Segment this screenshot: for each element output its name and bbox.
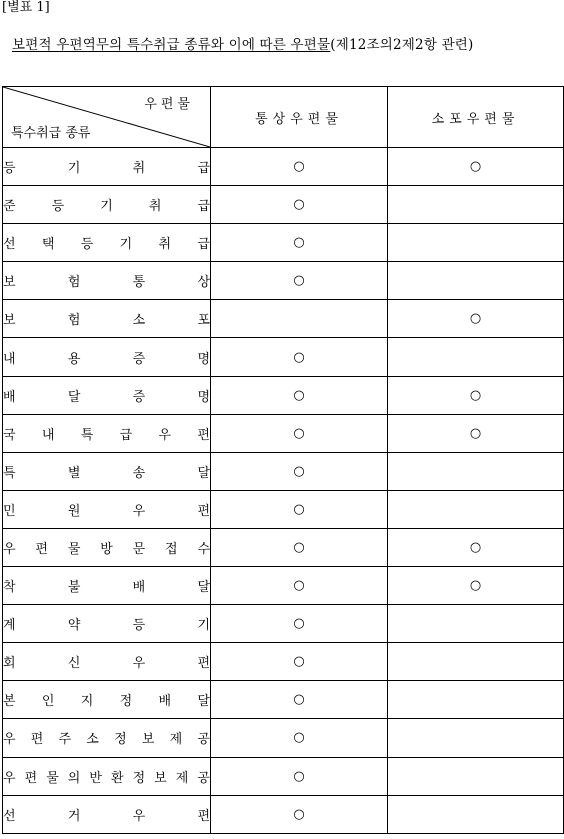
handling-type-cell	[3, 338, 211, 376]
table-row	[3, 224, 564, 262]
parcel-mail-mark: ○	[388, 567, 564, 605]
handling-type-cell	[3, 757, 211, 795]
parcel-mail-mark	[388, 186, 564, 224]
column-header-regular-mail: 통상우편물	[211, 87, 388, 148]
handling-type-cell	[3, 300, 211, 338]
table-row	[3, 795, 564, 833]
parcel-mail-mark: ○	[388, 414, 564, 452]
handling-type-label: 착 불 배 달	[3, 580, 210, 596]
corner-label-mail-item: 우편물	[144, 97, 194, 112]
parcel-mail-mark: ○	[388, 376, 564, 414]
table-row	[3, 567, 564, 605]
table-row	[3, 528, 564, 566]
parcel-mail-mark	[388, 490, 564, 528]
table-row	[3, 681, 564, 719]
table-row	[3, 186, 564, 224]
header-corner-cell	[3, 87, 211, 148]
handling-type-label: 배 달 증 명	[3, 389, 210, 405]
table-row	[3, 414, 564, 452]
handling-type-label: 선 택 등 기 취 급	[3, 237, 210, 253]
handling-type-label: 보 험 소 포	[3, 313, 210, 329]
handling-type-label: 우 편 물 의 반 환 정 보 제 공	[3, 770, 210, 786]
regular-mail-mark: ○	[211, 643, 388, 681]
parcel-mail-mark	[388, 795, 564, 833]
table-header-row	[3, 87, 564, 148]
handling-type-label: 선 거 우 편	[3, 808, 210, 824]
regular-mail-mark: ○	[211, 414, 388, 452]
document-title-reference: (제12조의2제2항 관련)	[330, 37, 474, 53]
parcel-mail-mark	[388, 224, 564, 262]
regular-mail-mark: ○	[211, 452, 388, 490]
table-row	[3, 605, 564, 643]
parcel-mail-mark	[388, 757, 564, 795]
handling-type-cell	[3, 414, 211, 452]
regular-mail-mark: ○	[211, 148, 388, 186]
regular-mail-mark: ○	[211, 605, 388, 643]
annex-label: [별표 1]	[2, 0, 50, 15]
handling-type-label: 등 기 취 급	[3, 161, 210, 177]
table-row	[3, 300, 564, 338]
handling-type-label: 국 내 특 급 우 편	[3, 427, 210, 443]
handling-type-cell	[3, 452, 211, 490]
parcel-mail-mark	[388, 681, 564, 719]
parcel-mail-mark: ○	[388, 528, 564, 566]
regular-mail-mark: ○	[211, 262, 388, 300]
handling-type-cell	[3, 567, 211, 605]
special-handling-table	[2, 86, 564, 834]
handling-type-cell	[3, 186, 211, 224]
handling-type-cell	[3, 719, 211, 757]
table-row	[3, 643, 564, 681]
regular-mail-mark: ○	[211, 681, 388, 719]
parcel-mail-mark	[388, 719, 564, 757]
handling-type-label: 준 등 기 취 급	[3, 199, 210, 215]
handling-type-cell	[3, 643, 211, 681]
regular-mail-mark: ○	[211, 567, 388, 605]
parcel-mail-mark	[388, 338, 564, 376]
parcel-mail-mark	[388, 262, 564, 300]
handling-type-cell	[3, 490, 211, 528]
handling-type-cell	[3, 224, 211, 262]
handling-type-cell	[3, 681, 211, 719]
handling-type-label: 내 용 증 명	[3, 351, 210, 367]
regular-mail-mark: ○	[211, 719, 388, 757]
parcel-mail-mark: ○	[388, 300, 564, 338]
handling-type-cell	[3, 528, 211, 566]
handling-type-label: 우 편 주 소 정 보 제 공	[3, 732, 210, 748]
parcel-mail-mark: ○	[388, 148, 564, 186]
table-row	[3, 490, 564, 528]
parcel-mail-mark	[388, 452, 564, 490]
regular-mail-mark: ○	[211, 795, 388, 833]
handling-type-cell	[3, 605, 211, 643]
handling-type-label: 민 원 우 편	[3, 503, 210, 519]
parcel-mail-mark	[388, 605, 564, 643]
regular-mail-mark: ○	[211, 186, 388, 224]
regular-mail-mark: ○	[211, 376, 388, 414]
handling-type-label: 특 별 송 달	[3, 465, 210, 481]
table-row	[3, 757, 564, 795]
table-row	[3, 719, 564, 757]
corner-label-handling-type: 특수취급 종류	[11, 126, 91, 141]
document-title-main: 보편적 우편역무의 특수취급 종류와 이에 따른 우편물	[12, 37, 331, 53]
regular-mail-mark: ○	[211, 528, 388, 566]
handling-type-cell	[3, 376, 211, 414]
column-header-parcel-mail: 소포우편물	[388, 87, 564, 148]
table-row	[3, 148, 564, 186]
handling-type-label: 우 편 물 방 문 접 수	[3, 541, 210, 557]
handling-type-label: 본 인 지 정 배 달	[3, 694, 210, 710]
handling-type-cell	[3, 148, 211, 186]
regular-mail-mark: ○	[211, 757, 388, 795]
regular-mail-mark	[211, 300, 388, 338]
document-title	[12, 36, 474, 54]
regular-mail-mark: ○	[211, 490, 388, 528]
table-row	[3, 338, 564, 376]
table-row	[3, 376, 564, 414]
table-row	[3, 262, 564, 300]
handling-type-label: 보 험 통 상	[3, 275, 210, 291]
handling-type-label: 회 신 우 편	[3, 656, 210, 672]
handling-type-cell	[3, 262, 211, 300]
table-row	[3, 452, 564, 490]
handling-type-cell	[3, 795, 211, 833]
handling-type-label: 계 약 등 기	[3, 618, 210, 634]
regular-mail-mark: ○	[211, 224, 388, 262]
parcel-mail-mark	[388, 643, 564, 681]
regular-mail-mark: ○	[211, 338, 388, 376]
